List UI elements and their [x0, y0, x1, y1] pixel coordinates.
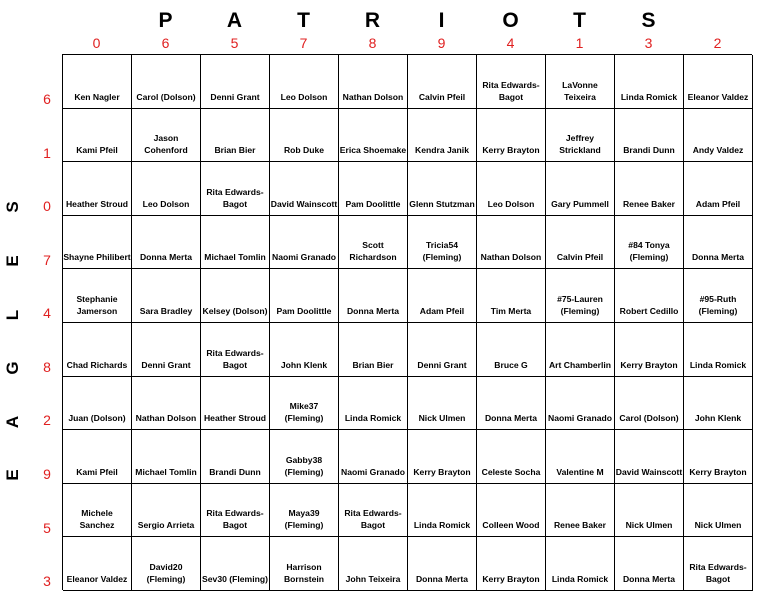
grid-cell: Carol (Dolson)	[615, 377, 684, 431]
grid-cell: Robert Cedillo	[615, 269, 684, 323]
grid-cell: #75-Lauren (Fleming)	[546, 269, 615, 323]
grid-cell: Naomi Granado	[546, 377, 615, 431]
grid-cell: John Teixeira	[339, 537, 408, 591]
grid-cell: Linda Romick	[339, 377, 408, 431]
row-number: 3	[43, 573, 51, 589]
grid-cell: Glenn Stutzman	[408, 162, 477, 216]
grid-cell: Rita Edwards-Bagot	[201, 323, 270, 377]
grid-cell: Pam Doolittle	[270, 269, 339, 323]
grid-cell: David Wainscott	[270, 162, 339, 216]
grid-cell: Linda Romick	[546, 537, 615, 591]
side-letter: S	[3, 201, 22, 213]
grid-cell: Michael Tomlin	[201, 216, 270, 270]
column-number: 4	[506, 35, 515, 51]
grid-cell: Leo Dolson	[477, 162, 546, 216]
grid-cell: Bruce G	[477, 323, 546, 377]
grid-cell: Rita Edwards-Bagot	[201, 162, 270, 216]
grid-cell: Heather Stroud	[63, 162, 132, 216]
top-letter: P	[158, 9, 173, 32]
grid-cell: Gabby38 (Fleming)	[270, 430, 339, 484]
row-number: 0	[43, 198, 51, 214]
grid-cell: Mike37 (Fleming)	[270, 377, 339, 431]
grid-cell: Eleanor Valdez	[63, 537, 132, 591]
grid-cell: Sergio Arrieta	[132, 484, 201, 538]
grid-cell: Calvin Pfeil	[408, 55, 477, 109]
row-number: 9	[43, 466, 51, 482]
grid-cell: Linda Romick	[408, 484, 477, 538]
grid-cell: Juan (Dolson)	[63, 377, 132, 431]
column-number: 3	[644, 35, 653, 51]
grid-cell: Scott Richardson	[339, 216, 408, 270]
squares-grid	[62, 54, 752, 590]
grid-cell: Carol (Dolson)	[132, 55, 201, 109]
top-letter: I	[438, 9, 445, 32]
grid-cell: Donna Merta	[477, 377, 546, 431]
side-letter: G	[3, 361, 22, 375]
grid-cell: Brandi Dunn	[201, 430, 270, 484]
grid-cell: Shayne Philibert	[63, 216, 132, 270]
grid-cell: Kami Pfeil	[63, 430, 132, 484]
row-number: 6	[43, 91, 51, 107]
grid-cell: Erica Shoemake	[339, 109, 408, 163]
grid-cell: Adam Pfeil	[684, 162, 753, 216]
top-letter: R	[364, 9, 381, 32]
grid-cell: Celeste Socha	[477, 430, 546, 484]
column-number: 2	[713, 35, 722, 51]
column-number: 9	[437, 35, 446, 51]
grid-cell: Valentine M	[546, 430, 615, 484]
grid-cell: David20 (Fleming)	[132, 537, 201, 591]
grid-cell: #95-Ruth (Fleming)	[684, 269, 753, 323]
grid-cell: LaVonne Teixeira	[546, 55, 615, 109]
grid-cell: John Klenk	[684, 377, 753, 431]
grid-cell: Donna Merta	[615, 537, 684, 591]
grid-cell: Rita Edwards-Bagot	[339, 484, 408, 538]
grid-cell: Ken Nagler	[63, 55, 132, 109]
grid-cell: Pam Doolittle	[339, 162, 408, 216]
grid-cell: Sara Bradley	[132, 269, 201, 323]
grid-cell: Nick Ulmen	[615, 484, 684, 538]
top-letter: T	[297, 9, 310, 32]
top-team-letters	[0, 8, 766, 34]
grid-cell: Jeffrey Strickland	[546, 109, 615, 163]
side-letter: L	[3, 309, 22, 321]
top-letter: T	[573, 9, 586, 32]
grid-cell: Nathan Dolson	[132, 377, 201, 431]
side-letter: E	[3, 255, 22, 267]
grid-cell: Denni Grant	[132, 323, 201, 377]
grid-cell: Heather Stroud	[201, 377, 270, 431]
grid-cell: Nathan Dolson	[477, 216, 546, 270]
grid-cell: Andy Valdez	[684, 109, 753, 163]
grid-cell: Kerry Brayton	[477, 537, 546, 591]
grid-cell: Jason Cohenford	[132, 109, 201, 163]
row-numbers	[36, 54, 58, 594]
grid-cell: Colleen Wood	[477, 484, 546, 538]
grid-cell: Adam Pfeil	[408, 269, 477, 323]
grid-cell: Donna Merta	[339, 269, 408, 323]
column-number: 8	[368, 35, 377, 51]
row-number: 8	[43, 359, 51, 375]
grid-cell: Michele Sanchez	[63, 484, 132, 538]
grid-cell: Denni Grant	[201, 55, 270, 109]
grid-cell: Maya39 (Fleming)	[270, 484, 339, 538]
grid-cell: Eleanor Valdez	[684, 55, 753, 109]
grid-cell: Nick Ulmen	[408, 377, 477, 431]
grid-cell: Sev30 (Fleming)	[201, 537, 270, 591]
grid-cell: Kerry Brayton	[477, 109, 546, 163]
row-number: 1	[43, 145, 51, 161]
grid-cell: Rita Edwards-Bagot	[201, 484, 270, 538]
grid-cell: Tricia54 (Fleming)	[408, 216, 477, 270]
row-number: 4	[43, 305, 51, 321]
top-letter: O	[502, 9, 519, 32]
row-number: 5	[43, 520, 51, 536]
grid-cell: David Wainscott	[615, 430, 684, 484]
side-letter: A	[3, 415, 22, 429]
column-number: 0	[92, 35, 101, 51]
grid-cell: Naomi Granado	[270, 216, 339, 270]
grid-cell: Renee Baker	[546, 484, 615, 538]
grid-cell: Donna Merta	[132, 216, 201, 270]
grid-cell: Harrison Bornstein	[270, 537, 339, 591]
grid-cell: Leo Dolson	[270, 55, 339, 109]
grid-cell: Nick Ulmen	[684, 484, 753, 538]
grid-cell: Donna Merta	[408, 537, 477, 591]
grid-cell: Brandi Dunn	[615, 109, 684, 163]
grid-cell: Gary Pummell	[546, 162, 615, 216]
grid-cell: Naomi Granado	[339, 430, 408, 484]
top-letter: S	[641, 9, 656, 32]
grid-cell: Brian Bier	[339, 323, 408, 377]
column-number: 1	[575, 35, 584, 51]
grid-cell: Kelsey (Dolson)	[201, 269, 270, 323]
grid-cell: Michael Tomlin	[132, 430, 201, 484]
grid-cell: #84 Tonya (Fleming)	[615, 216, 684, 270]
grid-cell: Leo Dolson	[132, 162, 201, 216]
row-number: 7	[43, 252, 51, 268]
grid-cell: Art Chamberlin	[546, 323, 615, 377]
column-number: 6	[161, 35, 170, 51]
column-number: 7	[299, 35, 308, 51]
top-letter: A	[226, 9, 243, 32]
grid-cell: John Klenk	[270, 323, 339, 377]
grid-cell: Calvin Pfeil	[546, 216, 615, 270]
row-number: 2	[43, 412, 51, 428]
grid-cell: Brian Bier	[201, 109, 270, 163]
grid-cell: Kerry Brayton	[615, 323, 684, 377]
column-numbers	[0, 34, 766, 52]
grid-cell: Linda Romick	[684, 323, 753, 377]
grid-cell: Rita Edwards-Bagot	[684, 537, 753, 591]
grid-cell: Stephanie Jamerson	[63, 269, 132, 323]
grid-cell: Kendra Janik	[408, 109, 477, 163]
grid-cell: Rita Edwards-Bagot	[477, 55, 546, 109]
side-letter: E	[3, 469, 22, 481]
side-team-letters	[2, 54, 24, 594]
grid-cell: Denni Grant	[408, 323, 477, 377]
grid-cell: Nathan Dolson	[339, 55, 408, 109]
grid-cell: Renee Baker	[615, 162, 684, 216]
grid-cell: Donna Merta	[684, 216, 753, 270]
grid-cell: Linda Romick	[615, 55, 684, 109]
grid-cell: Kami Pfeil	[63, 109, 132, 163]
grid-cell: Rob Duke	[270, 109, 339, 163]
grid-cell: Chad Richards	[63, 323, 132, 377]
grid-cell: Kerry Brayton	[684, 430, 753, 484]
grid-cell: Tim Merta	[477, 269, 546, 323]
column-number: 5	[230, 35, 239, 51]
grid-cell: Kerry Brayton	[408, 430, 477, 484]
